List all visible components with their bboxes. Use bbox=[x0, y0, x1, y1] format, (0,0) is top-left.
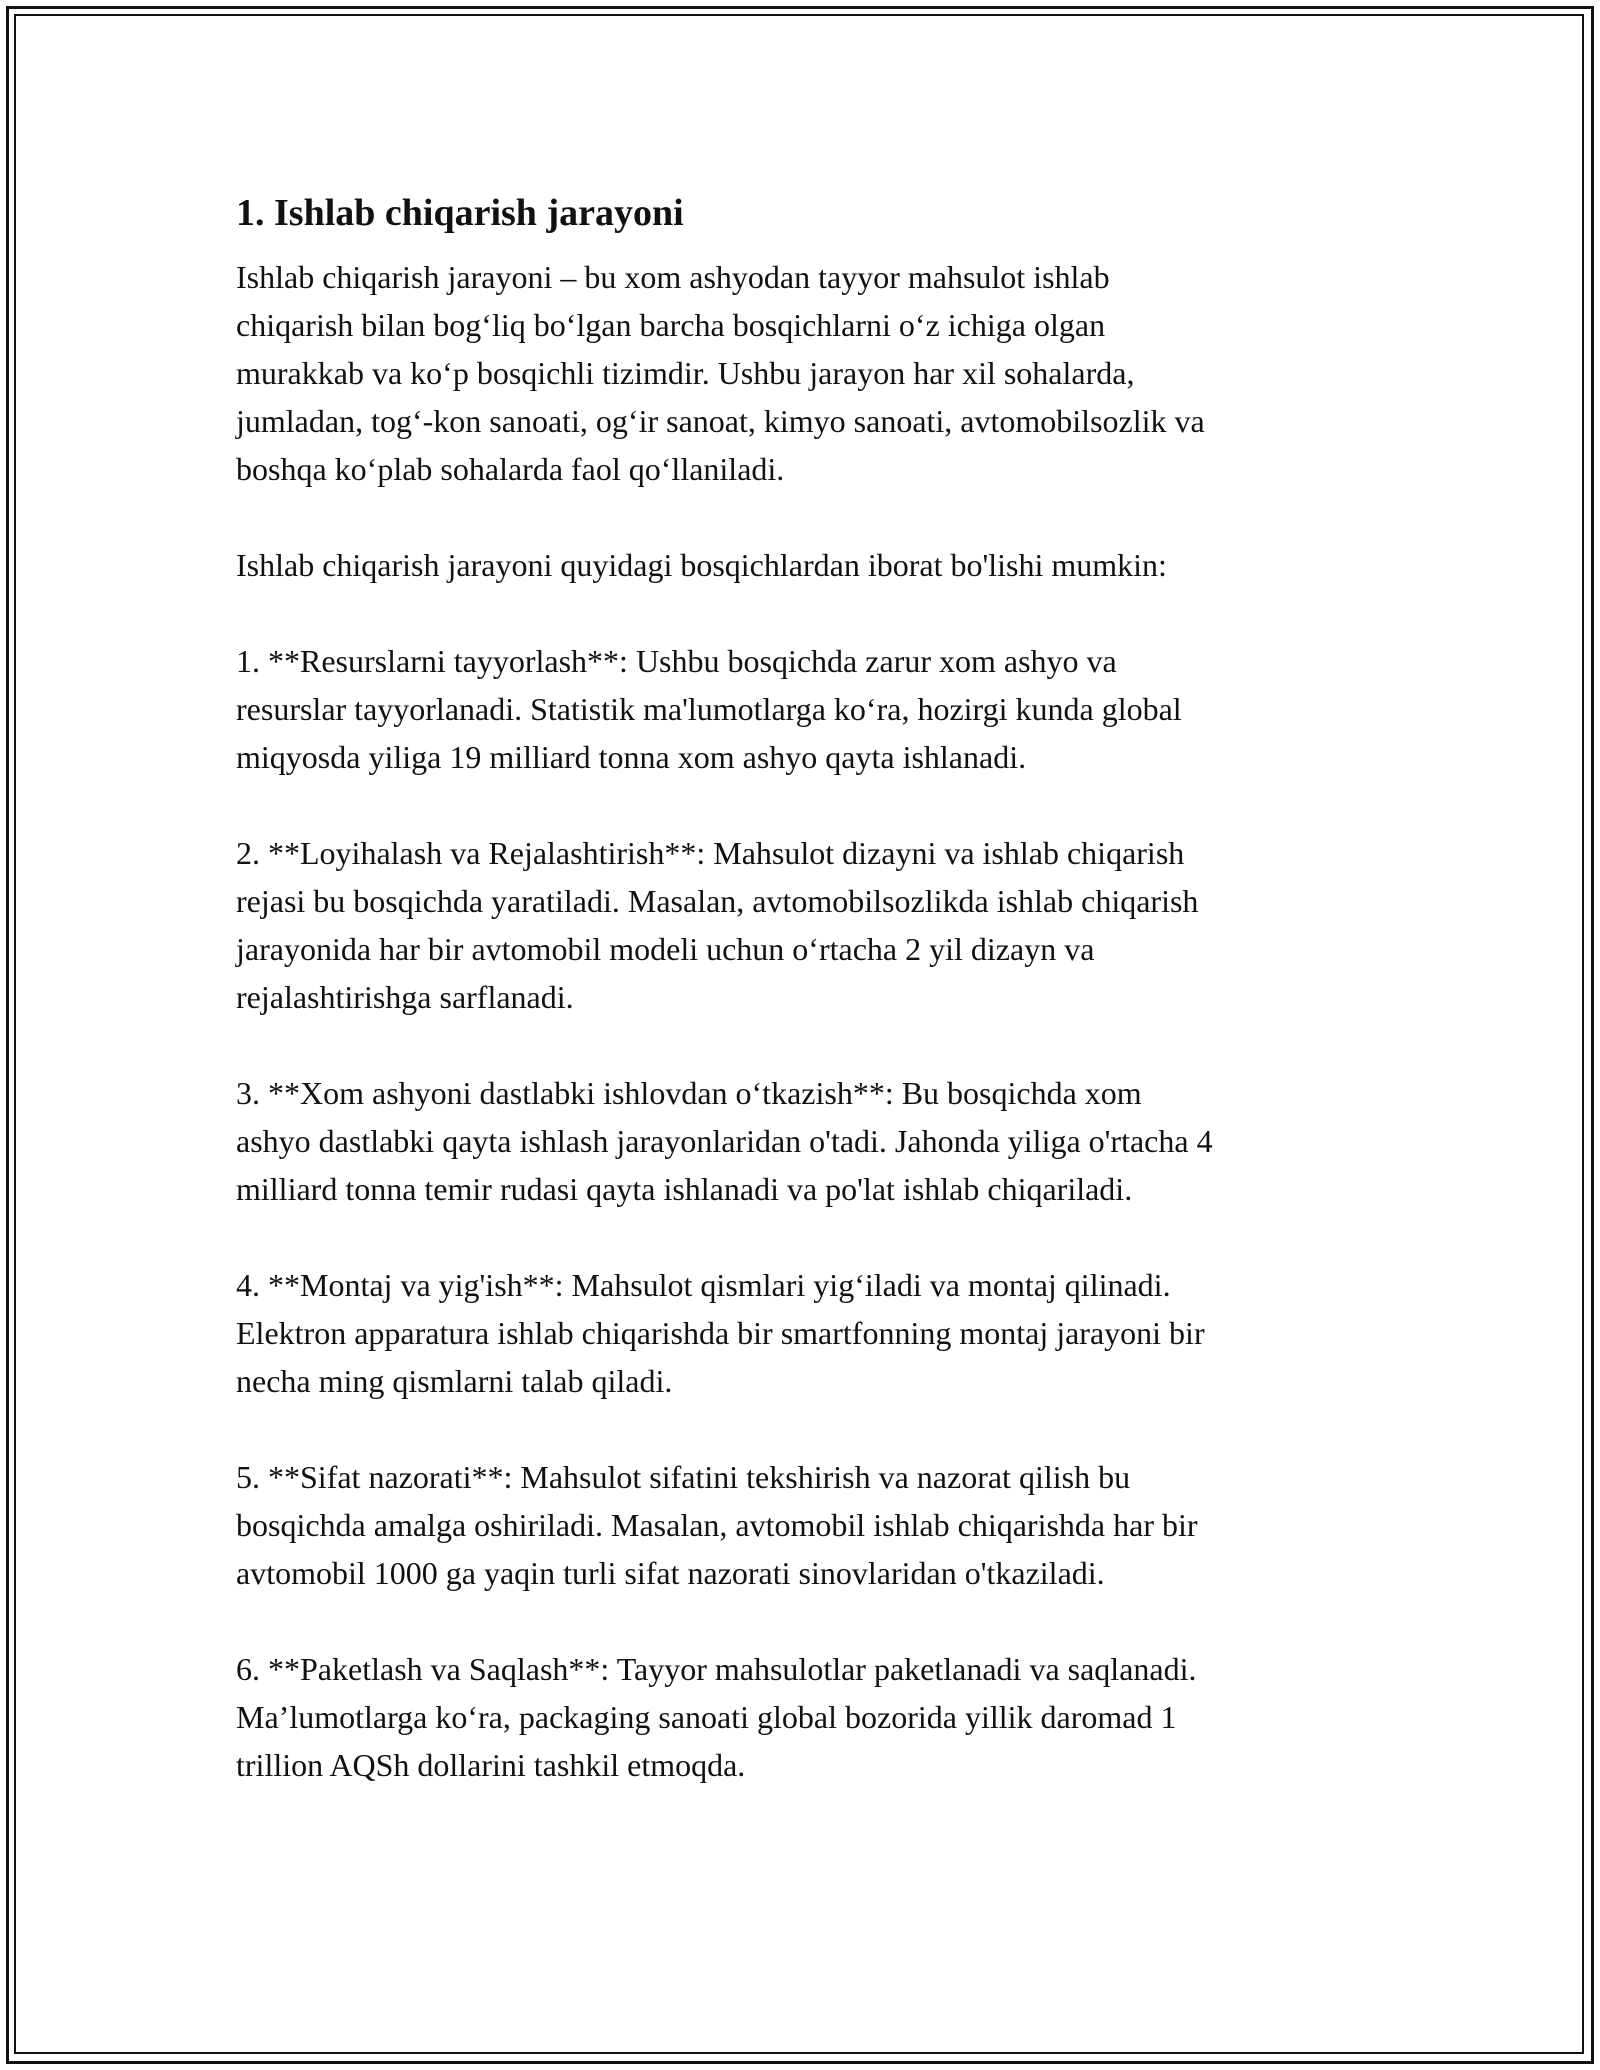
document-body bbox=[236, 183, 1366, 1789]
lead-paragraph: Ishlab chiqarish jarayoni quyidagi bosqichlardan iborat bo'lishi mumkin: bbox=[236, 547, 1167, 583]
step-1-paragraph: 1. **Resurslarni tayyorlash**: Ushbu bosqichda zarur xom ashyo va resurslar tayyorlanadi. Statistik ma'lumotlarga ko‘ra, hozirgi kunda global miqyosda yiliga 19 milliard tonna xom ashyo qayta ishlanadi. bbox=[236, 643, 1182, 775]
section-heading: 1. Ishlab chiqarish jarayoni bbox=[236, 192, 684, 234]
step-4-paragraph: 4. **Montaj va yig'ish**: Mahsulot qismlari yig‘iladi va montaj qilinadi. Elektron apparatura ishlab chiqarishda bir smartfonning montaj jarayoni bir necha ming qismlarni talab qiladi. bbox=[236, 1267, 1205, 1399]
step-3-paragraph: 3. **Xom ashyoni dastlabki ishlovdan o‘tkazish**: Bu bosqichda xom ashyo dastlabki qayta ishlash jarayonlaridan o'tadi. Jahonda yiliga o'rtacha 4 milliard tonna temir rudasi qayta ishlanadi va po'lat ishlab chiqariladi. bbox=[236, 1075, 1213, 1207]
step-5-paragraph: 5. **Sifat nazorati**: Mahsulot sifatini tekshirish va nazorat qilish bu bosqichda amalga oshiriladi. Masalan, avtomobil ishlab chiqarishda har bir avtomobil 1000 ga yaqin turli sifat nazorati sinovlaridan o'tkaziladi. bbox=[236, 1459, 1198, 1591]
step-6-paragraph: 6. **Paketlash va Saqlash**: Tayyor mahsulotlar paketlanadi va saqlanadi. Ma’lumotlarga ko‘ra, packaging sanoati global bozorida yillik daromad 1 trillion AQSh dollarini tashkil etmoqda. bbox=[236, 1651, 1197, 1783]
step-2-paragraph: 2. **Loyihalash va Rejalashtirish**: Mahsulot dizayni va ishlab chiqarish rejasi bu bosqichda yaratiladi. Masalan, avtomobilsozlikda ishlab chiqarish jarayonida har bir avtomobil modeli uchun o‘rtacha 2 yil dizayn va rejalashtirishga sarflanadi. bbox=[236, 835, 1199, 1015]
intro-paragraph: Ishlab chiqarish jarayoni – bu xom ashyodan tayyor mahsulot ishlab chiqarish bilan bog‘liq bo‘lgan barcha bosqichlarni o‘z ichiga olgan murakkab va ko‘p bosqichli tizimdir. Ushbu jarayon har xil sohalarda, jumladan, tog‘-kon sanoati, og‘ir sanoat, kimyo sanoati, avtomobilsozlik va boshqa ko‘plab sohalarda faol qo‘llaniladi. bbox=[236, 259, 1205, 487]
